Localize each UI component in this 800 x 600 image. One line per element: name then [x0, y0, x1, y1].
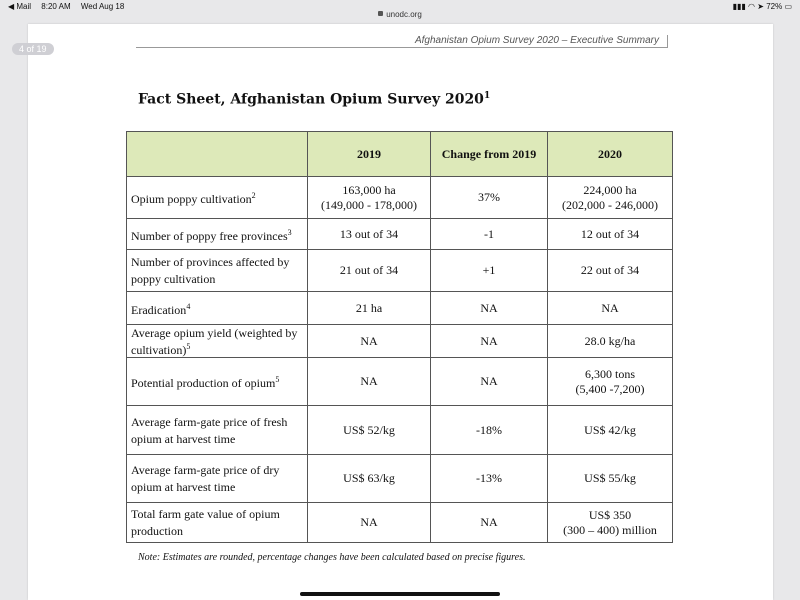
table-note: Note: Estimates are rounded, percentage changes have been calculated based on precise figures.	[138, 552, 526, 563]
value-2019-main: NA	[360, 333, 378, 348]
row-label-text: Number of poppy free provinces	[131, 228, 288, 243]
value-2019-main: NA	[360, 515, 378, 529]
row-footnote: 4	[186, 301, 191, 311]
value-2020-range: (202,000 - 246,000)	[562, 197, 658, 212]
page-title	[138, 91, 490, 108]
header-cell: Change from 2019	[431, 132, 548, 177]
row-label	[127, 358, 308, 406]
row-label	[127, 219, 308, 250]
row-label	[127, 177, 308, 219]
value-2019-range: (149,000 - 178,000)	[321, 197, 417, 212]
value-2019-main: US$ 63/kg	[343, 471, 395, 485]
row-label-text: Average opium yield (weighted by cultivation)	[131, 325, 298, 357]
value-2020	[548, 292, 673, 325]
table-row	[127, 358, 673, 406]
value-2020	[548, 455, 673, 503]
value-2020	[548, 219, 673, 250]
value-2019	[308, 455, 431, 503]
value-2020-main: 6,300 tons	[584, 366, 635, 381]
header-cell: 2020	[548, 132, 673, 177]
value-2019-main: 163,000 ha	[342, 182, 396, 197]
row-label-text: Total farm gate value of opium production	[131, 507, 280, 538]
value-2019-main: 21 ha	[355, 300, 383, 315]
home-indicator[interactable]	[300, 592, 500, 596]
title-footnote: 1	[483, 91, 491, 101]
value-2019-main: 21 out of 34	[339, 263, 399, 277]
value-2020	[548, 406, 673, 455]
row-label-text: Opium poppy cultivation	[131, 192, 252, 206]
value-2020-main: NA	[601, 300, 619, 315]
wifi-icon: ◠	[748, 2, 756, 11]
table-row	[127, 292, 673, 325]
running-header: Afghanistan Opium Survey 2020 – Executive Summary	[136, 35, 668, 48]
value-2020-range: (300 – 400) million	[563, 522, 657, 537]
location-icon: ➤	[757, 2, 764, 11]
value-2020	[548, 177, 673, 219]
row-label-text: Potential production of opium	[131, 376, 276, 390]
value-2020	[548, 503, 673, 543]
back-to-mail-link[interactable]: ◀ Mail	[8, 2, 32, 11]
change-value: 37%	[431, 177, 548, 219]
row-label-text: Average farm-gate price of dry opium at harvest time	[131, 463, 280, 494]
change-value: -1	[431, 219, 548, 250]
row-label	[127, 292, 308, 325]
table-row	[127, 503, 673, 543]
value-2019	[308, 250, 431, 292]
row-label	[127, 250, 308, 292]
table-row	[127, 250, 673, 292]
row-footnote: 3	[287, 227, 292, 237]
signal-icon: ▮▮▮	[732, 2, 746, 11]
header-cell: 2019	[308, 132, 431, 177]
row-label-text: Eradication	[131, 302, 187, 317]
value-2020-main: US$ 350	[588, 507, 632, 522]
change-value: NA	[431, 292, 548, 325]
change-value: NA	[431, 503, 548, 543]
value-2020-main: US$ 42/kg	[584, 422, 636, 437]
table-row	[127, 455, 673, 503]
table-row	[127, 325, 673, 358]
value-2019	[308, 406, 431, 455]
table-row	[127, 219, 673, 250]
row-label-text: Number of provinces affected by poppy cultivation	[131, 255, 290, 286]
battery-label: 72%	[766, 2, 783, 11]
table-header-row	[127, 132, 673, 177]
value-2020-main: 224,000 ha	[583, 182, 637, 197]
row-label	[127, 325, 308, 358]
battery-icon: ▭	[784, 2, 792, 11]
table-row	[127, 177, 673, 219]
value-2020-main: 22 out of 34	[580, 263, 640, 277]
value-2020	[548, 325, 673, 358]
change-value: NA	[431, 325, 548, 358]
value-2020	[548, 358, 673, 406]
page-indicator: 4 of 19	[12, 43, 54, 55]
lock-icon	[378, 11, 383, 16]
url-text: unodc.org	[386, 10, 422, 19]
row-footnote: 5	[275, 375, 280, 384]
header-cell	[127, 132, 308, 177]
value-2020-main: 12 out of 34	[580, 226, 640, 241]
value-2019-main: US$ 52/kg	[343, 422, 395, 437]
clock: 8:20 AM	[41, 2, 71, 11]
fact-sheet-table	[126, 131, 673, 543]
value-2019	[308, 177, 431, 219]
value-2020-main: 28.0 kg/ha	[584, 333, 636, 348]
row-footnote: 2	[251, 191, 256, 200]
row-footnote: 5	[186, 341, 191, 351]
table-row	[127, 406, 673, 455]
value-2019	[308, 219, 431, 250]
address-bar[interactable]	[0, 10, 800, 24]
change-value: -13%	[431, 455, 548, 503]
value-2020-range: (5,400 -7,200)	[575, 381, 645, 396]
change-value: -18%	[431, 406, 548, 455]
row-label	[127, 406, 308, 455]
value-2019	[308, 503, 431, 543]
row-label-text: Average farm-gate price of fresh opium at harvest time	[131, 414, 288, 446]
change-value: +1	[431, 250, 548, 292]
value-2019-main: NA	[360, 374, 378, 388]
value-2019	[308, 325, 431, 358]
value-2019-main: 13 out of 34	[339, 226, 399, 241]
change-value: NA	[431, 358, 548, 406]
row-label	[127, 455, 308, 503]
row-label	[127, 503, 308, 543]
date: Wed Aug 18	[80, 2, 125, 11]
value-2020-main: US$ 55/kg	[584, 471, 636, 485]
value-2019	[308, 292, 431, 325]
value-2020	[548, 250, 673, 292]
title-text: Fact Sheet, Afghanistan Opium Survey 2020	[138, 91, 484, 108]
value-2019	[308, 358, 431, 406]
